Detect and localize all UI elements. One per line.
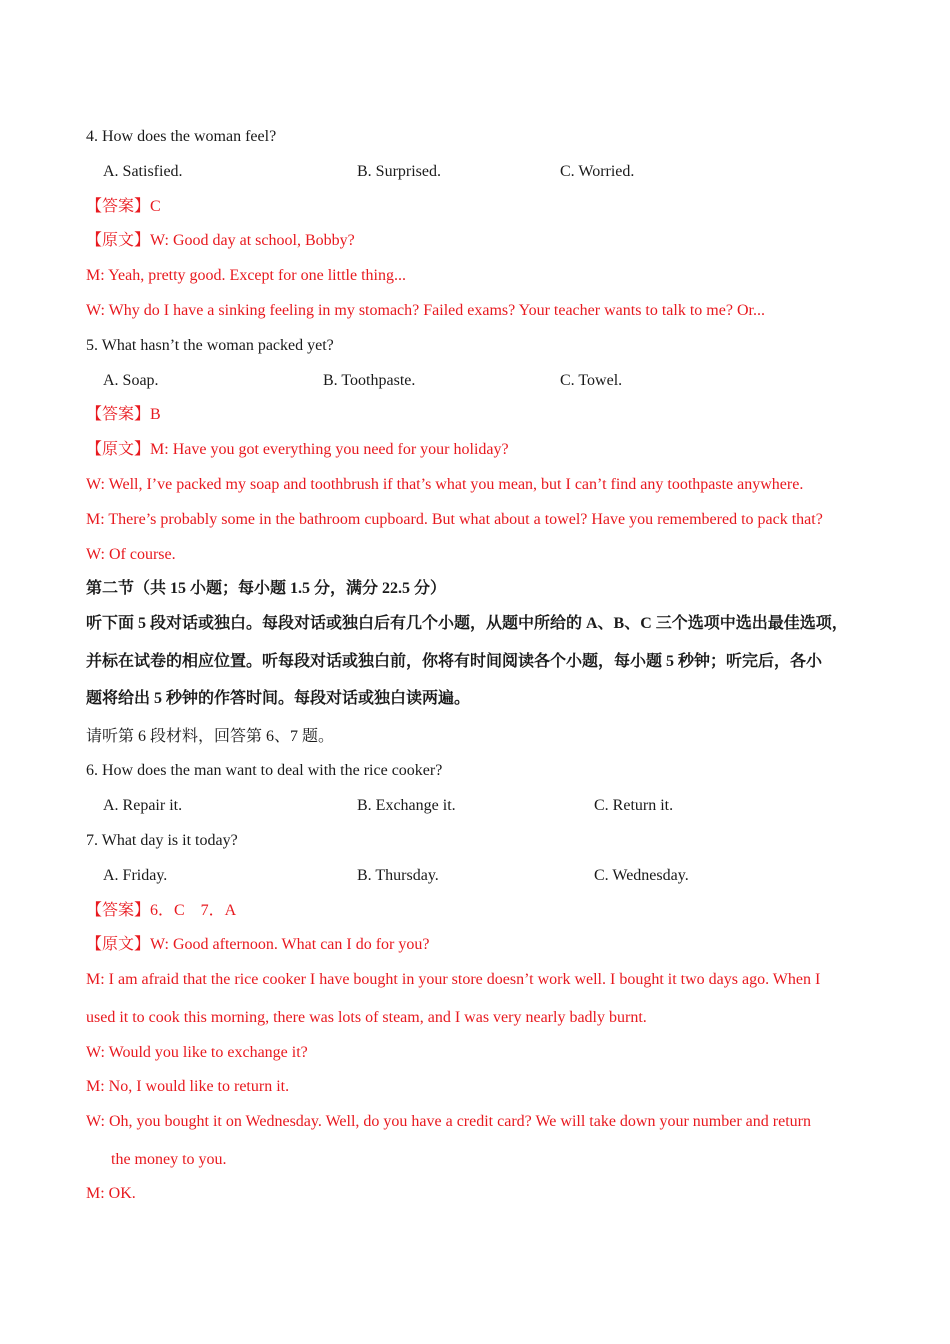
- q5-transcript-line-3: M: There’s probably some in the bathroom cupboard. But what about a towel? Have you remembered to pack that?: [86, 510, 823, 528]
- q4-answer: 【答案】C: [86, 197, 161, 215]
- q6-7-transcript-line-8: M: OK.: [86, 1185, 136, 1203]
- q4-transcript-line-1: 【原文】W: Good day at school, Bobby?: [86, 232, 355, 250]
- q5-transcript-line-1: 【原文】M: Have you got everything you need for your holiday?: [86, 441, 509, 459]
- question-5: 5. What hasn’t the woman packed yet?: [86, 336, 334, 354]
- q4-transcript-line-2: M: Yeah, pretty good. Except for one little thing...: [86, 267, 406, 285]
- q5-answer: 【答案】B: [86, 406, 161, 424]
- q4-option-b: B. Surprised.: [357, 162, 441, 180]
- q7-option-a: A. Friday.: [103, 866, 168, 884]
- q4-option-a: A. Satisfied.: [103, 162, 183, 180]
- question-6-options: [86, 793, 886, 828]
- section-2-instructions-line-2: 并标在试卷的相应位置。听每段对话或独白前，你将有时间阅读各个小题，每小题 5 秒钟；听完后，各小: [86, 652, 823, 670]
- q6-7-transcript-line-7: the money to you.: [111, 1150, 227, 1168]
- q4-transcript-line-3: W: Why do I have a sinking feeling in my stomach? Failed exams? Your teacher wants to talk to me? Or...: [86, 301, 765, 319]
- q6-7-transcript-line-1: 【原文】W: Good afternoon. What can I do for you?: [86, 936, 430, 954]
- q6-option-a: A. Repair it.: [103, 797, 183, 815]
- question-4-options: [86, 159, 886, 194]
- q5-option-c: C. Towel.: [560, 371, 623, 389]
- material-note: 请听第 6 段材料，回答第 6、7 题。: [86, 727, 335, 745]
- question-7-options: [86, 863, 886, 898]
- q4-transcript-label: 【原文】: [86, 232, 151, 250]
- q4-option-c: C. Worried.: [560, 162, 635, 180]
- q6-7-answer: 【答案】6．C 7．A: [86, 901, 237, 919]
- question-7: 7. What day is it today?: [86, 832, 238, 850]
- q6-7-transcript-label: 【原文】: [86, 936, 151, 954]
- q6-7-transcript-line-3: used it to cook this morning, there was lots of steam, and I was very nearly badly burnt.: [86, 1008, 647, 1026]
- q5-transcript-line-4: W: Of course.: [86, 545, 176, 563]
- question-5-options: [86, 368, 886, 403]
- q5-option-a: A. Soap.: [103, 371, 159, 389]
- q6-7-transcript-line-5: M: No, I would like to return it.: [86, 1078, 290, 1096]
- q6-7-transcript-line-6: W: Oh, you bought it on Wednesday. Well, do you have a credit card? We will take down your number and return: [86, 1113, 811, 1131]
- q6-7-transcript-line-4: W: Would you like to exchange it?: [86, 1043, 308, 1061]
- q6-7-transcript-line-2: M: I am afraid that the rice cooker I have bought in your store doesn’t work well. I bought it two days ago. When I: [86, 971, 821, 989]
- q5-transcript-label: 【原文】: [86, 441, 151, 459]
- question-6: 6. How does the man want to deal with the rice cooker?: [86, 762, 443, 780]
- q6-option-b: B. Exchange it.: [357, 797, 456, 815]
- q7-option-c: C. Wednesday.: [594, 866, 689, 884]
- q6-option-c: C. Return it.: [594, 797, 674, 815]
- q5-transcript-line-2: W: Well, I’ve packed my soap and toothbrush if that’s what you mean, but I can’t find any toothpaste anywhere.: [86, 475, 804, 493]
- question-4: 4. How does the woman feel?: [86, 128, 277, 145]
- page-content: [86, 124, 886, 1216]
- section-2-instructions-line-3: 题将给出 5 秒钟的作答时间。每段对话或独白读两遍。: [86, 690, 471, 708]
- q5-option-b: B. Toothpaste.: [323, 371, 416, 389]
- q7-option-b: B. Thursday.: [357, 866, 439, 884]
- section-2-title: 第二节（共 15 小题；每小题 1.5 分，满分 22.5 分）: [86, 580, 447, 598]
- section-2-instructions-line-1: 听下面 5 段对话或独白。每段对话或独白后有几个小题，从题中所给的 A、B、C 三个选项中选出最佳选项，: [86, 615, 848, 633]
